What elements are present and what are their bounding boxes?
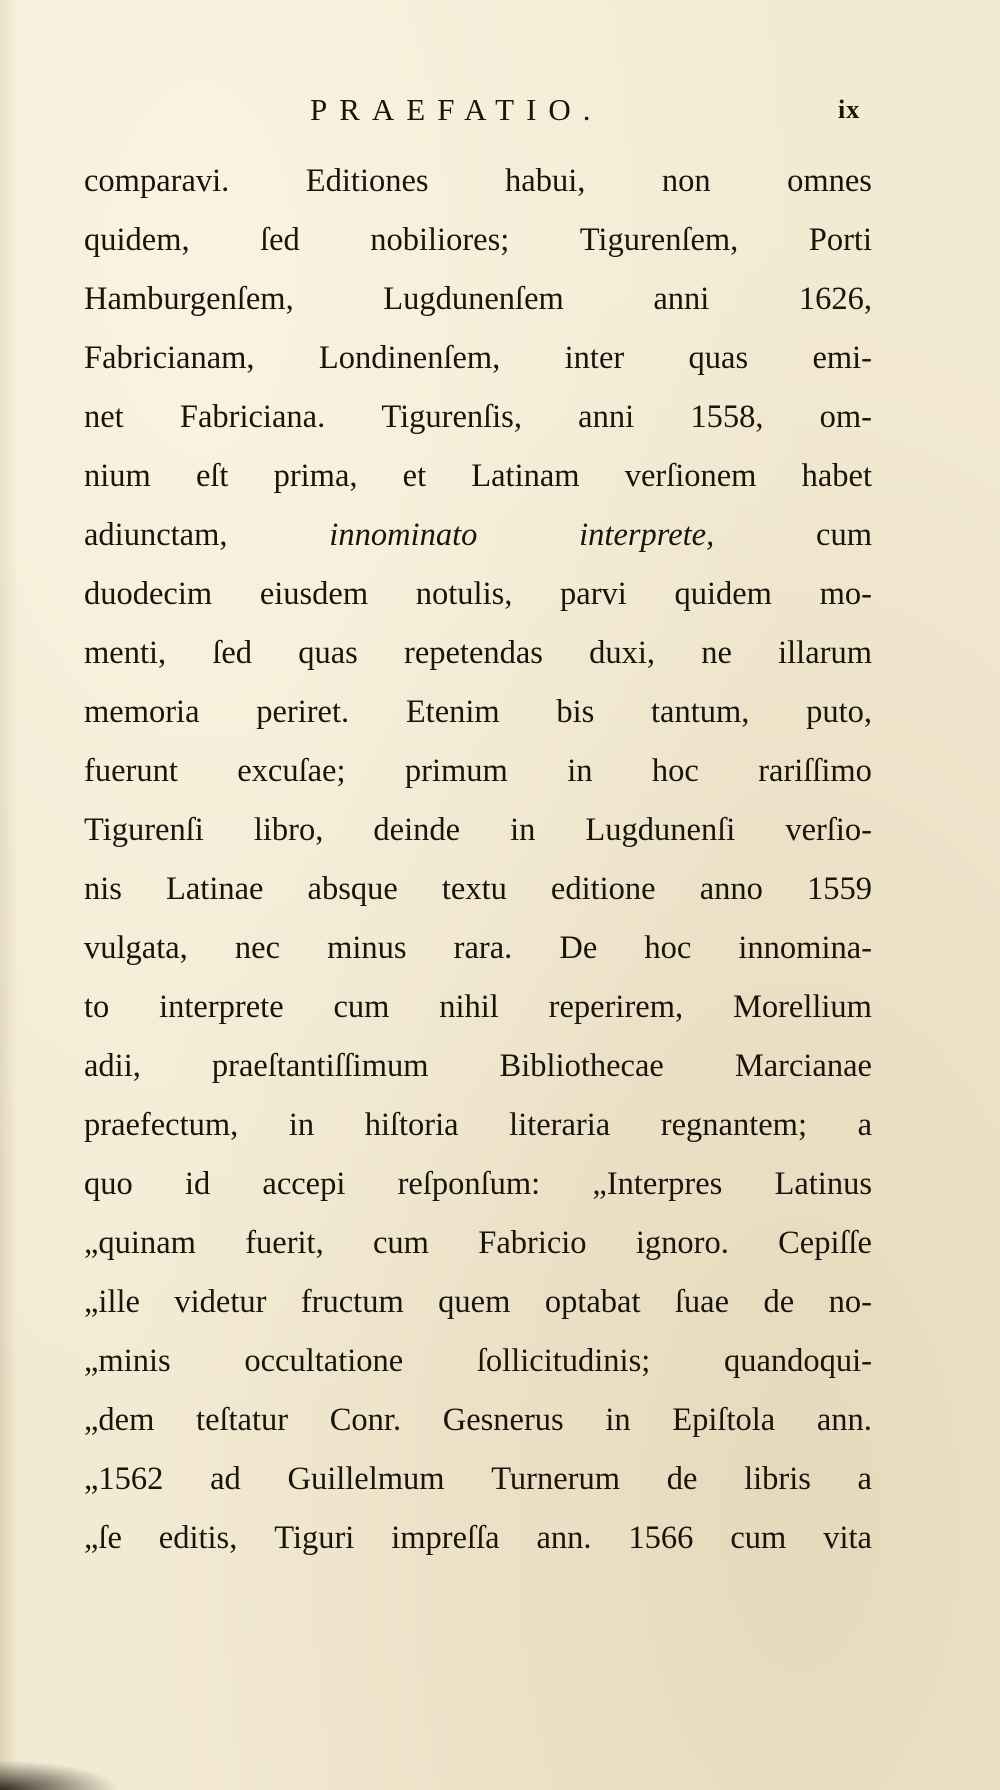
word: literaria bbox=[509, 1107, 611, 1143]
word: fuerit, bbox=[245, 1225, 324, 1261]
text-line bbox=[84, 742, 872, 801]
word: eſt bbox=[195, 458, 229, 494]
word: absque bbox=[307, 871, 398, 907]
word: vita bbox=[823, 1520, 872, 1556]
word: quidem bbox=[674, 576, 772, 612]
word: textu bbox=[441, 871, 507, 907]
text-line bbox=[84, 152, 872, 211]
word: illarum bbox=[778, 635, 872, 671]
word: om- bbox=[819, 399, 872, 435]
word: in bbox=[605, 1402, 631, 1438]
text-line bbox=[84, 978, 872, 1037]
word: occultatione bbox=[244, 1343, 404, 1379]
word: Londinenſem, bbox=[318, 340, 501, 376]
word: inter bbox=[564, 340, 625, 376]
word: parvi bbox=[560, 576, 627, 612]
word: praeſtantiſſimum bbox=[211, 1048, 429, 1084]
word: regnantem; bbox=[660, 1107, 807, 1143]
word: deinde bbox=[373, 812, 461, 848]
word: et bbox=[402, 458, 427, 494]
word: Etenim bbox=[405, 694, 500, 730]
word: De bbox=[559, 930, 598, 966]
word: omnes bbox=[787, 163, 872, 199]
text-line bbox=[84, 1273, 872, 1332]
word: fuerunt bbox=[84, 753, 178, 789]
word: quidem, bbox=[84, 222, 190, 258]
running-head bbox=[0, 88, 1000, 132]
text-line bbox=[84, 388, 872, 447]
word: 1566 bbox=[628, 1520, 694, 1556]
text-line bbox=[84, 1509, 872, 1568]
word: innominato bbox=[329, 517, 478, 553]
word: nihil bbox=[439, 989, 499, 1025]
word: duxi, bbox=[589, 635, 656, 671]
word: quas bbox=[298, 635, 358, 671]
word: notulis, bbox=[415, 576, 513, 612]
word: Morellium bbox=[732, 989, 872, 1025]
text-line bbox=[84, 919, 872, 978]
running-head-title: PRAEFATIO. bbox=[310, 92, 603, 127]
word: „dem bbox=[84, 1402, 155, 1438]
word: reſponſum: bbox=[397, 1166, 541, 1202]
word: ne bbox=[701, 635, 732, 671]
word: ſed bbox=[212, 635, 253, 671]
word: Latinam bbox=[471, 458, 580, 494]
word: quas bbox=[688, 340, 749, 376]
word: Hamburgenſem, bbox=[84, 281, 294, 317]
word: habui, bbox=[505, 163, 586, 199]
word: de bbox=[763, 1284, 795, 1320]
word: adii, bbox=[84, 1048, 141, 1084]
word: excuſae; bbox=[237, 753, 346, 789]
word: Conr. bbox=[329, 1402, 402, 1438]
word: Guillelmum bbox=[287, 1461, 445, 1497]
word: habet bbox=[801, 458, 872, 494]
word: ſuae bbox=[674, 1284, 730, 1320]
word: anno bbox=[699, 871, 763, 907]
word: anni bbox=[653, 281, 710, 317]
word: Fabricianam, bbox=[84, 340, 255, 376]
text-line bbox=[84, 1391, 872, 1450]
word: reperirem, bbox=[548, 989, 684, 1025]
word: adiunctam, bbox=[84, 517, 228, 553]
word: interprete bbox=[159, 989, 284, 1025]
word: Fabriciana. bbox=[179, 399, 326, 435]
word: interprete, bbox=[579, 517, 715, 553]
text-line bbox=[84, 1450, 872, 1509]
word: Tiguri bbox=[274, 1520, 355, 1556]
text-line bbox=[84, 624, 872, 683]
word: no- bbox=[828, 1284, 872, 1320]
word: editis, bbox=[158, 1520, 238, 1556]
word: ſollicitudinis; bbox=[476, 1343, 651, 1379]
word: a bbox=[857, 1107, 872, 1143]
word: Cepiſſe bbox=[778, 1225, 872, 1261]
word: ann. bbox=[816, 1402, 872, 1438]
word: hoc bbox=[644, 930, 692, 966]
text-line bbox=[84, 1214, 872, 1273]
word: non bbox=[661, 163, 711, 199]
word: Marcianae bbox=[734, 1048, 872, 1084]
text-line bbox=[84, 1332, 872, 1391]
text-line bbox=[84, 565, 872, 624]
word: nis bbox=[84, 871, 122, 907]
word: Latinae bbox=[166, 871, 264, 907]
word: „ille bbox=[84, 1284, 140, 1320]
word: teſtatur bbox=[196, 1402, 289, 1438]
word: cum bbox=[333, 989, 390, 1025]
word: libris bbox=[744, 1461, 811, 1497]
word: quo bbox=[84, 1166, 133, 1202]
word: accepi bbox=[262, 1166, 346, 1202]
text-line bbox=[84, 270, 872, 329]
word: hoc bbox=[651, 753, 699, 789]
page-corner-shadow bbox=[0, 1760, 120, 1790]
word: duodecim bbox=[84, 576, 213, 612]
text-line bbox=[84, 1037, 872, 1096]
word: editione bbox=[550, 871, 656, 907]
word: cum bbox=[373, 1225, 429, 1261]
text-line bbox=[84, 1155, 872, 1214]
word: eiusdem bbox=[259, 576, 369, 612]
word: Gesnerus bbox=[442, 1402, 564, 1438]
word: puto, bbox=[806, 694, 872, 730]
word: de bbox=[666, 1461, 698, 1497]
word: fructum bbox=[300, 1284, 404, 1320]
word: repetendas bbox=[404, 635, 543, 671]
word: periret. bbox=[256, 694, 350, 730]
word: anni bbox=[578, 399, 635, 435]
text-line bbox=[84, 683, 872, 742]
word: nobiliores; bbox=[370, 222, 510, 258]
text-line bbox=[84, 329, 872, 388]
word: Tigurenſi bbox=[84, 812, 204, 848]
word: ad bbox=[210, 1461, 241, 1497]
word: Porti bbox=[808, 222, 872, 258]
word: tantum, bbox=[651, 694, 750, 730]
word: quandoqui- bbox=[723, 1343, 872, 1379]
word: in bbox=[288, 1107, 315, 1143]
word: Tigurenſem, bbox=[579, 222, 739, 258]
word: Lugdunenſem bbox=[383, 281, 564, 317]
word: prima, bbox=[273, 458, 358, 494]
word: innomina- bbox=[738, 930, 872, 966]
word: comparavi. bbox=[84, 163, 230, 199]
word: quem bbox=[438, 1284, 511, 1320]
word: 1558, bbox=[690, 399, 764, 435]
word: menti, bbox=[84, 635, 167, 671]
word: „quinam bbox=[84, 1225, 196, 1261]
word: Epiſtola bbox=[672, 1402, 776, 1438]
word: 1559 bbox=[806, 871, 872, 907]
word: Bibliothecae bbox=[499, 1048, 664, 1084]
word: vulgata, bbox=[84, 930, 188, 966]
word: „minis bbox=[84, 1343, 171, 1379]
text-line bbox=[84, 447, 872, 506]
word: Latinus bbox=[774, 1166, 872, 1202]
word: cum bbox=[816, 517, 872, 553]
word: to bbox=[84, 989, 110, 1025]
word: „Interpres bbox=[592, 1166, 723, 1202]
word: Turnerum bbox=[491, 1461, 621, 1497]
word: „ſe bbox=[84, 1520, 122, 1556]
word: emi- bbox=[812, 340, 872, 376]
word: Tigurenſis, bbox=[381, 399, 522, 435]
word: minus bbox=[327, 930, 407, 966]
text-line bbox=[84, 211, 872, 270]
word: praefectum, bbox=[84, 1107, 239, 1143]
word: verſio- bbox=[785, 812, 872, 848]
text-line bbox=[84, 506, 872, 565]
word: memoria bbox=[84, 694, 200, 730]
body-text bbox=[84, 152, 872, 1568]
text-line bbox=[84, 801, 872, 860]
word: primum bbox=[404, 753, 508, 789]
text-line bbox=[84, 860, 872, 919]
text-line bbox=[84, 1096, 872, 1155]
word: rariſſimo bbox=[758, 753, 872, 789]
word: mo- bbox=[819, 576, 872, 612]
word: in bbox=[510, 812, 536, 848]
word: Editiones bbox=[305, 163, 429, 199]
word: id bbox=[184, 1166, 211, 1202]
word: optabat bbox=[544, 1284, 641, 1320]
word: a bbox=[857, 1461, 872, 1497]
word: nium bbox=[84, 458, 151, 494]
word: net bbox=[84, 399, 124, 435]
word: „1562 bbox=[84, 1461, 164, 1497]
word: cum bbox=[730, 1520, 787, 1556]
word: nec bbox=[234, 930, 280, 966]
word: videtur bbox=[174, 1284, 267, 1320]
word: hiſtoria bbox=[364, 1107, 459, 1143]
word: Fabricio bbox=[478, 1225, 587, 1261]
page-number: ix bbox=[838, 95, 861, 124]
word: ſed bbox=[260, 222, 300, 258]
word: 1626, bbox=[798, 281, 872, 317]
word: libro, bbox=[253, 812, 324, 848]
word: bis bbox=[556, 694, 595, 730]
word: impreſſa bbox=[391, 1520, 500, 1556]
word: ignoro. bbox=[635, 1225, 729, 1261]
word: verſionem bbox=[624, 458, 757, 494]
word: rara. bbox=[453, 930, 513, 966]
word: Lugdunenſi bbox=[585, 812, 736, 848]
word: in bbox=[567, 753, 593, 789]
word: ann. bbox=[536, 1520, 592, 1556]
